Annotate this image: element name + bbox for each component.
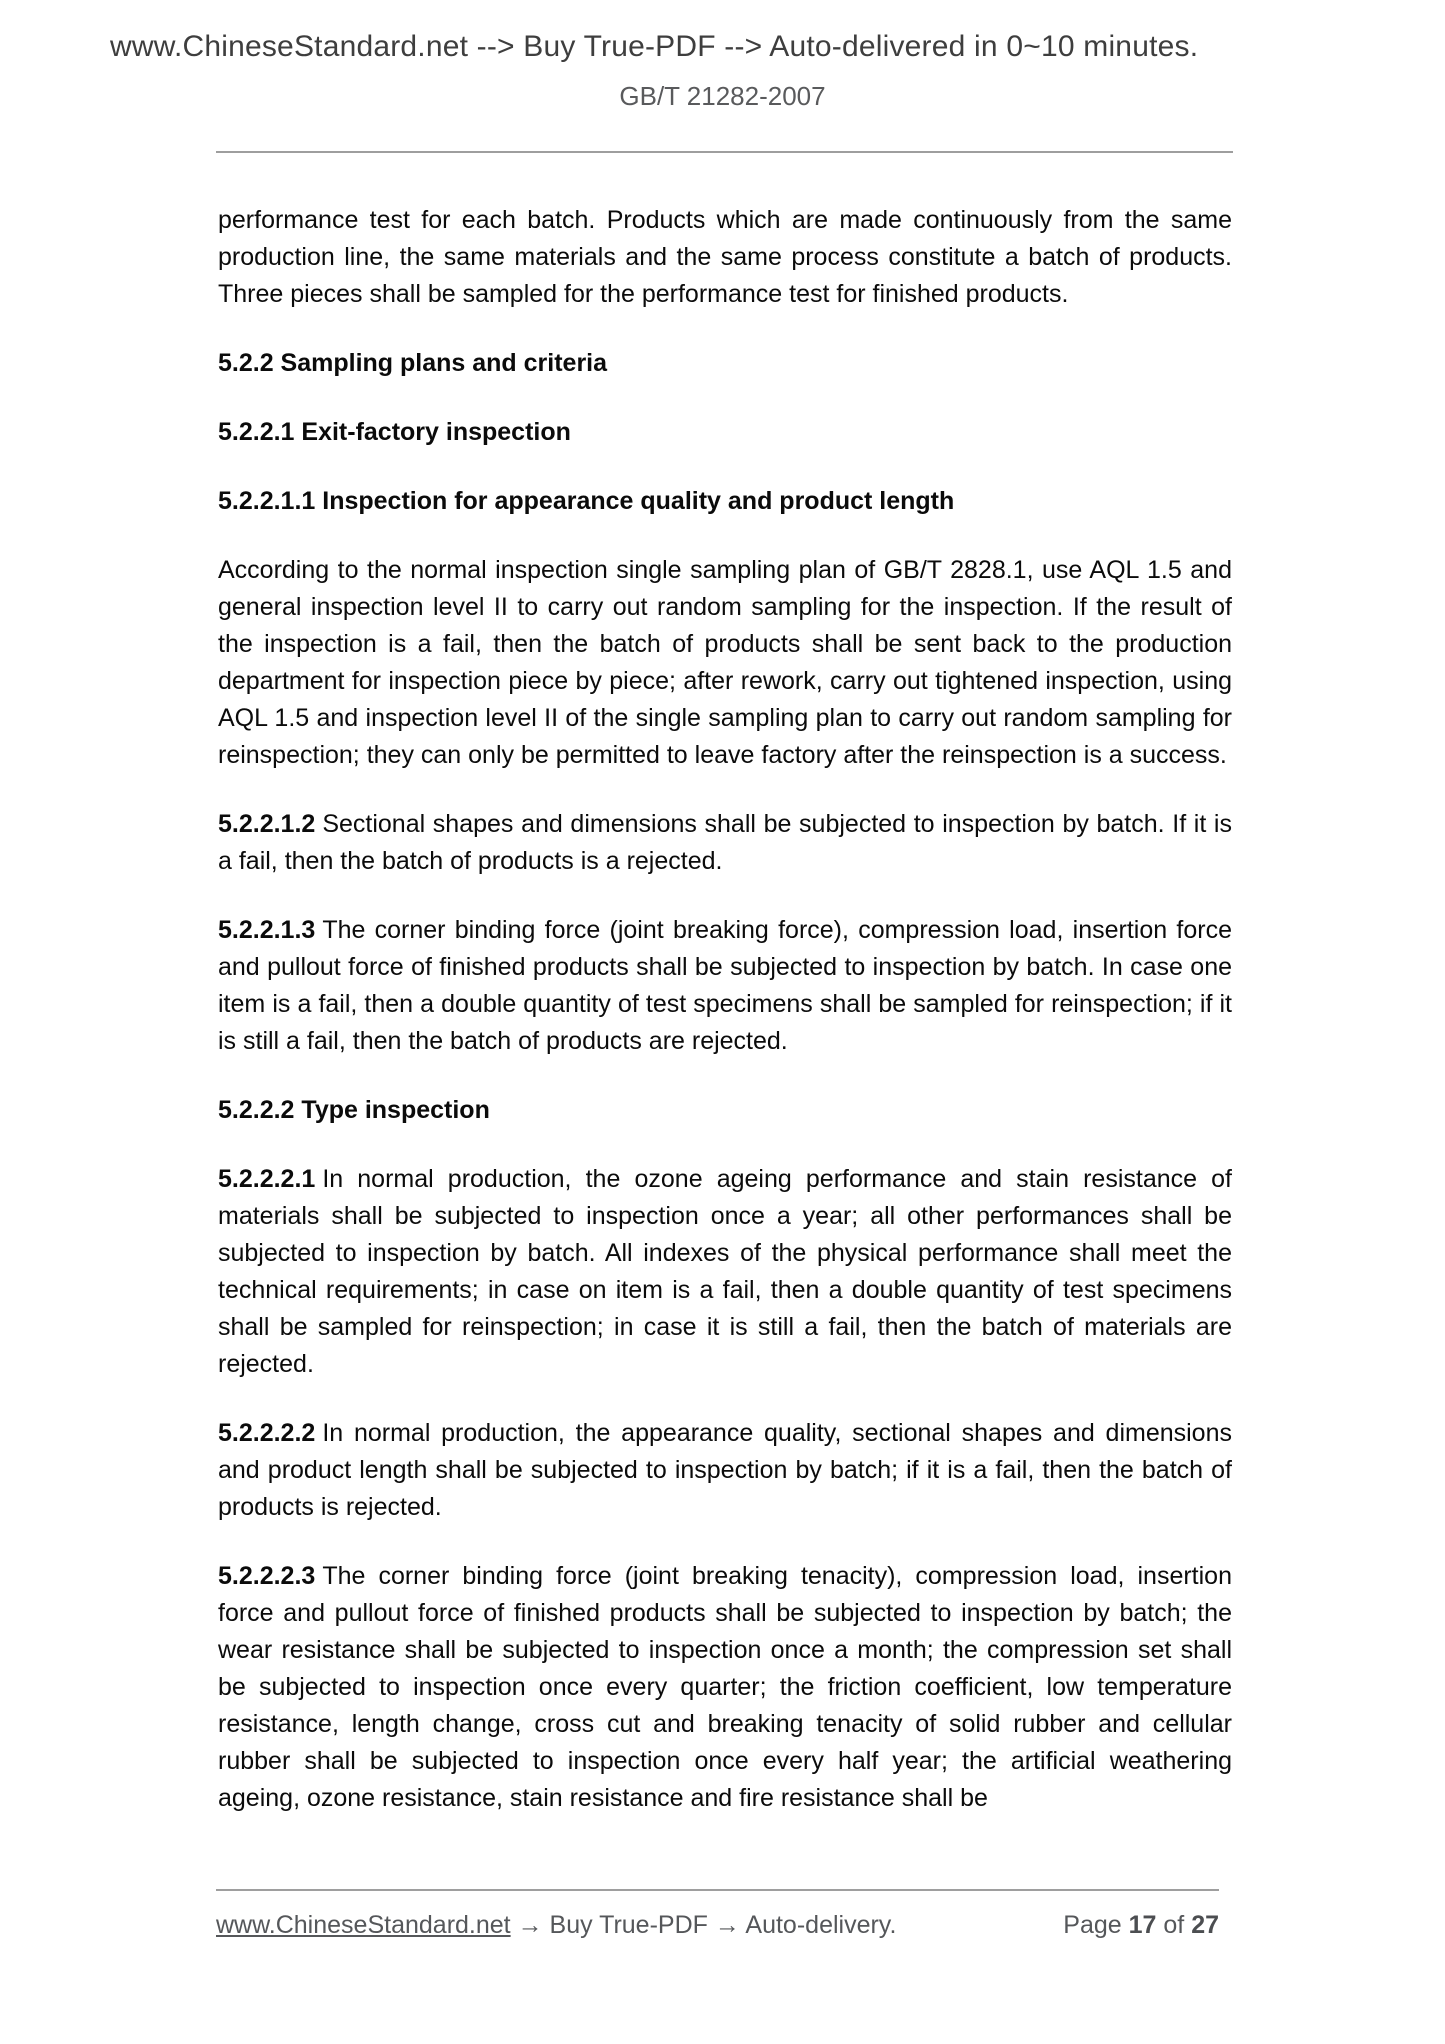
doc-number: GB/T 21282-2007 <box>619 81 826 111</box>
header-banner: www.ChineseStandard.net --> Buy True-PDF --> Auto-delivered in 0~10 minutes. <box>110 30 1199 63</box>
page-indicator <box>1063 1911 1219 1940</box>
footer-tagline: → Buy True-PDF → Auto-delivery. <box>517 1911 897 1939</box>
section-heading-5-2-2-2: 5.2.2.2 Type inspection <box>218 1096 490 1124</box>
footer-divider <box>216 1889 1219 1891</box>
clause-number: 5.2.2.2.2 <box>218 1419 316 1447</box>
page-current: 17 <box>1128 1911 1157 1939</box>
paragraph-5-2-2-1-3 <box>218 912 1232 1060</box>
paragraph-5-2-2-1-1: According to the normal inspection single sampling plan of GB/T 2828.1, use AQL 1.5 and general inspection level II to carry out random sampling for the inspection. If the result of the inspection is a fail, then the batch of products shall be sent back to the production department for inspection piece by piece; after rework, carry out tightened inspection, using AQL 1.5 and inspection level II of the single sampling plan to carry out random sampling for reinspection; they can only be permitted to leave factory after the reinspection is a success. <box>218 556 1232 769</box>
of-label: of <box>1163 1911 1185 1939</box>
clause-number: 5.2.2.1.3 <box>218 916 316 944</box>
page-footer <box>216 1911 1219 1940</box>
clause-number: 5.2.2.2.3 <box>218 1562 316 1590</box>
paragraph-5-2-2-2-1 <box>218 1161 1232 1383</box>
section-heading-5-2-2-1-1: 5.2.2.1.1 Inspection for appearance quality and product length <box>218 487 955 515</box>
paragraph-5-2-2-2-2 <box>218 1415 1232 1526</box>
section-heading-5-2-2-1: 5.2.2.1 Exit-factory inspection <box>218 418 571 446</box>
clause-number: 5.2.2.1.2 <box>218 810 316 838</box>
paragraph-5-2-2-2-3 <box>218 1558 1232 1817</box>
section-heading-5-2-2: 5.2.2 Sampling plans and criteria <box>218 349 608 377</box>
paragraph-continuation: performance test for each batch. Products which are made continuously from the same production line, the same materials and the same process constitute a batch of products. Three pieces shall be sampled for the performance test for finished products. <box>218 206 1232 308</box>
clause-number: 5.2.2.2.1 <box>218 1165 316 1193</box>
clause-text: The corner binding force (joint breaking tenacity), compression load, insertion force and pullout force of finished products shall be subjected to inspection by batch; the wear resistance shall be subjected to inspection once a month; the compression set shall be subjected to inspection once every quarter; the friction coefficient, low temperature resistance, length change, cross cut and breaking tenacity of solid rubber and cellular rubber shall be subjected to inspection once every half year; the artificial weathering ageing, ozone resistance, stain resistance and fire resistance shall be <box>218 1562 1232 1812</box>
paragraph-5-2-2-1-2 <box>218 806 1232 880</box>
document-body <box>218 202 1232 1849</box>
clause-text: The corner binding force (joint breaking force), compression load, insertion force and pullout force of finished products shall be subjected to inspection by batch. In case one item is a fail, then a double quantity of test specimens shall be sampled for reinspection; if it is still a fail, then the batch of products are rejected. <box>218 916 1232 1055</box>
footer-left <box>216 1911 896 1940</box>
clause-text: In normal production, the appearance quality, sectional shapes and dimensions and product length shall be subjected to inspection by batch; if it is a fail, then the batch of products is rejected. <box>218 1419 1232 1521</box>
clause-text: In normal production, the ozone ageing performance and stain resistance of materials shall be subjected to inspection once a year; all other performances shall be subjected to inspection by batch. All indexes of the physical performance shall meet the technical requirements; in case on item is a fail, then a double quantity of test specimens shall be sampled for reinspection; in case it is still a fail, then the batch of materials are rejected. <box>218 1165 1232 1378</box>
page-total: 27 <box>1191 1911 1219 1939</box>
page-label: Page <box>1063 1911 1122 1939</box>
footer-site-link[interactable]: www.ChineseStandard.net <box>216 1911 511 1939</box>
clause-text: Sectional shapes and dimensions shall be subjected to inspection by batch. If it is a fail, then the batch of products is a rejected. <box>218 810 1232 875</box>
header-divider <box>216 151 1233 153</box>
